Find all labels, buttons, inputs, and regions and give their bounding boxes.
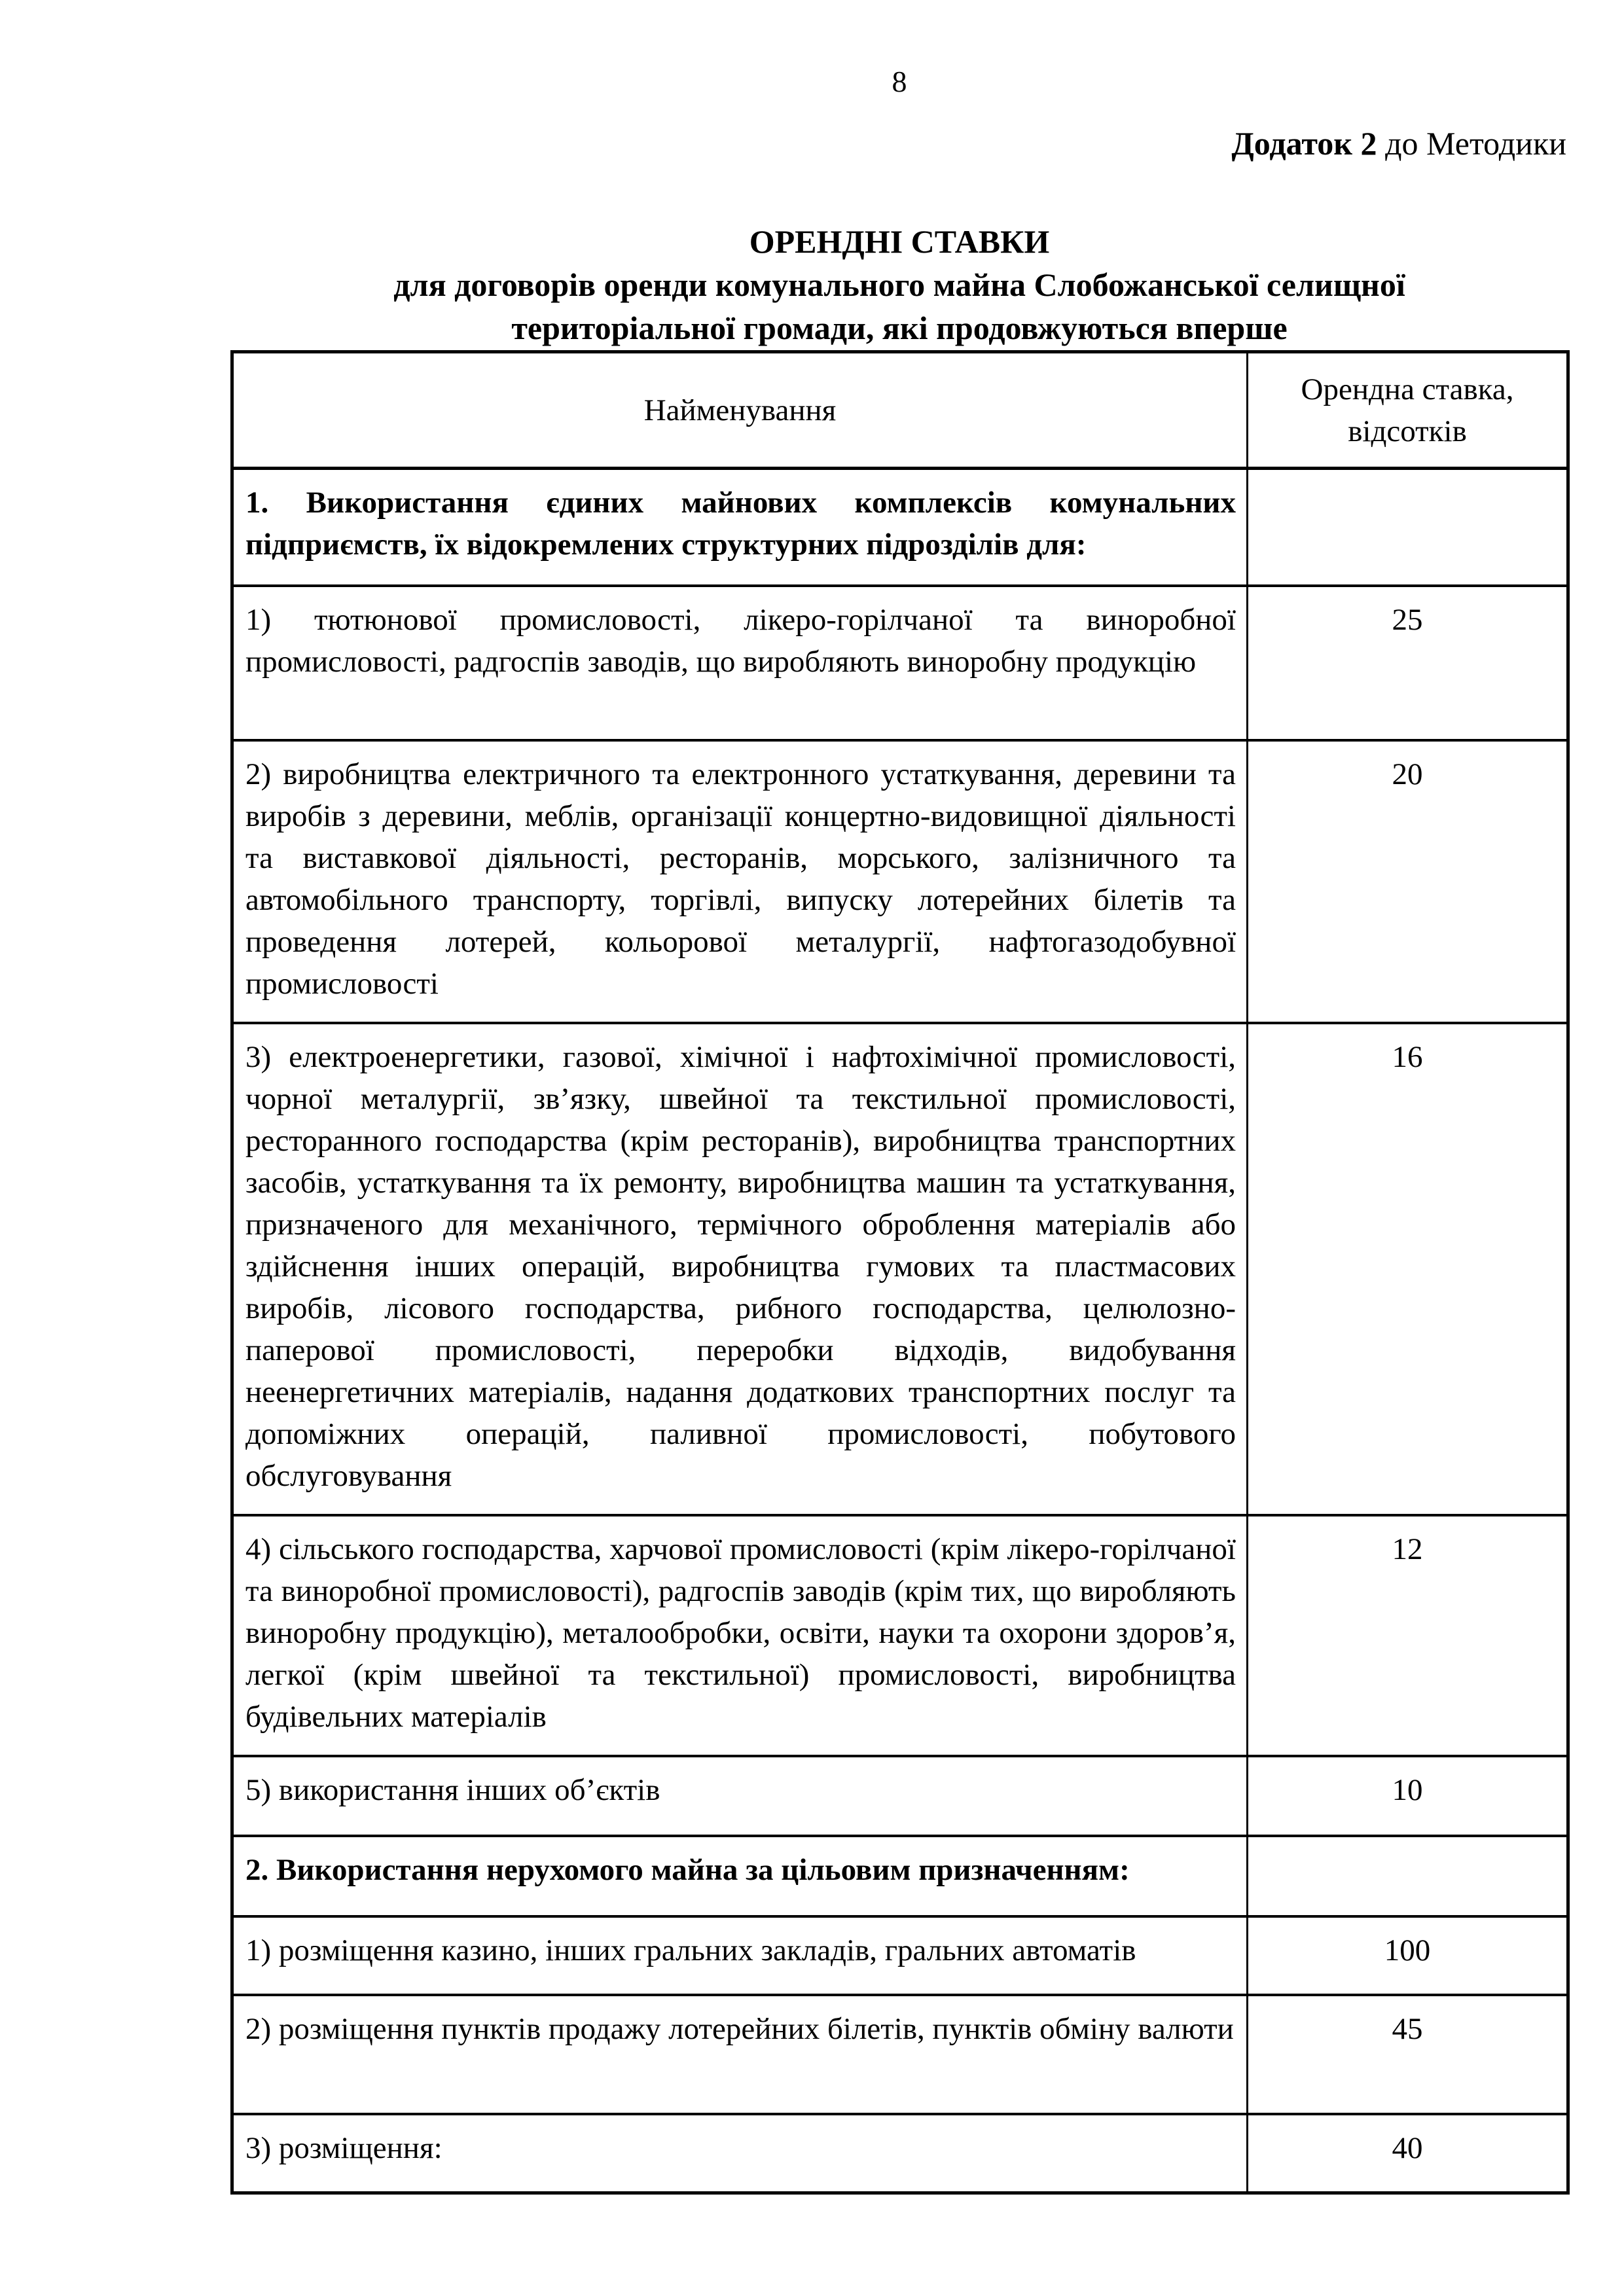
title-line-1: ОРЕНДНІ СТАВКИ [749,223,1050,260]
row-text-cell: 1) тютюнової промисловості, лікеро-горілчаної та виноробної промисловості, радгоспів заводів, що виробляють виноробну продукцію [232,586,1248,740]
annex-note [232,123,1566,164]
annex-note-rest: до Методики [1377,125,1566,162]
row-rate-cell: 10 [1248,1756,1568,1836]
document-title [232,220,1566,350]
table-row [232,2114,1568,2193]
row-text-cell: 2) виробництва електричного та електронного устаткування, деревини та виробів з деревини, меблів, організації концертно-видовищної діяльності та виставкової діяльності, ресторанів, морського, залізничного та автомобільного транспорту, торгівлі, випуску лотерейних білетів та проведення лотерей, кольорової металургії, нафтогазодобувної промисловості [232,740,1248,1023]
table-row [232,586,1568,740]
row-rate-cell: 20 [1248,740,1568,1023]
table-row [232,1756,1568,1836]
row-rate-cell: 100 [1248,1916,1568,1995]
row-rate-cell: 45 [1248,1995,1568,2114]
table-header-rate: Орендна ставка, відсотків [1248,352,1568,469]
row-text-cell: 2. Використання нерухомого майна за цільовим призначенням: [232,1836,1248,1916]
row-text-cell: 5) використання інших об’єктів [232,1756,1248,1836]
table-row [232,1916,1568,1995]
row-rate-cell: 40 [1248,2114,1568,2193]
table-row [232,1995,1568,2114]
row-rate-cell [1248,1836,1568,1916]
table-row [232,740,1568,1023]
table-row [232,469,1568,586]
row-rate-cell [1248,469,1568,586]
row-rate-cell: 16 [1248,1023,1568,1515]
table-row [232,1515,1568,1756]
row-rate-cell: 12 [1248,1515,1568,1756]
row-text-cell: 1. Використання єдиних майнових комплексів комунальних підприємств, їх відокремлених структурних підрозділів для: [232,469,1248,586]
table-header-name: Найменування [232,352,1248,469]
row-text-cell: 4) сільського господарства, харчової промисловості (крім лікеро-горілчаної та виноробної промисловості), радгоспів заводів (крім тих, що виробляють виноробну продукцію), металообробки, освіти, науки та охорони здоров’я, легкої (крім швейної та текстильної) промисловості, виробництва будівельних матеріалів [232,1515,1248,1756]
row-text-cell: 3) розміщення: [232,2114,1248,2193]
rent-rates-table [230,350,1570,2195]
title-line-3: територіальної громади, які продовжуються вперше [511,310,1288,346]
table-row [232,1836,1568,1916]
row-text-cell: 2) розміщення пунктів продажу лотерейних білетів, пунктів обміну валюти [232,1995,1248,2114]
title-line-2: для договорів оренди комунального майна Слобожанської селищної [393,266,1405,303]
row-text-cell: 1) розміщення казино, інших гральних закладів, гральних автоматів [232,1916,1248,1995]
annex-note-bold: Додаток 2 [1231,125,1377,162]
row-text-cell: 3) електроенергетики, газової, хімічної і нафтохімічної промисловості, чорної металургії, зв’язку, швейної та текстильної промисловості, ресторанного господарства (крім ресторанів), виробництва транспортних засобів, устаткування та їх ремонту, виробництва машин та устаткування, призначеного для механічного, термічного оброблення матеріалів або здійснення інших операцій, виробництва гумових та пластмасових виробів, лісового господарства, рибного господарства, целюлозно-паперової промисловості, переробки відходів, видобування неенергетичних матеріалів, надання додаткових транспортних послуг та допоміжних операцій, паливної промисловості, побутового обслуговування [232,1023,1248,1515]
table-row [232,1023,1568,1515]
table-header-row [232,352,1568,469]
page-number: 8 [892,65,907,98]
row-rate-cell: 25 [1248,586,1568,740]
